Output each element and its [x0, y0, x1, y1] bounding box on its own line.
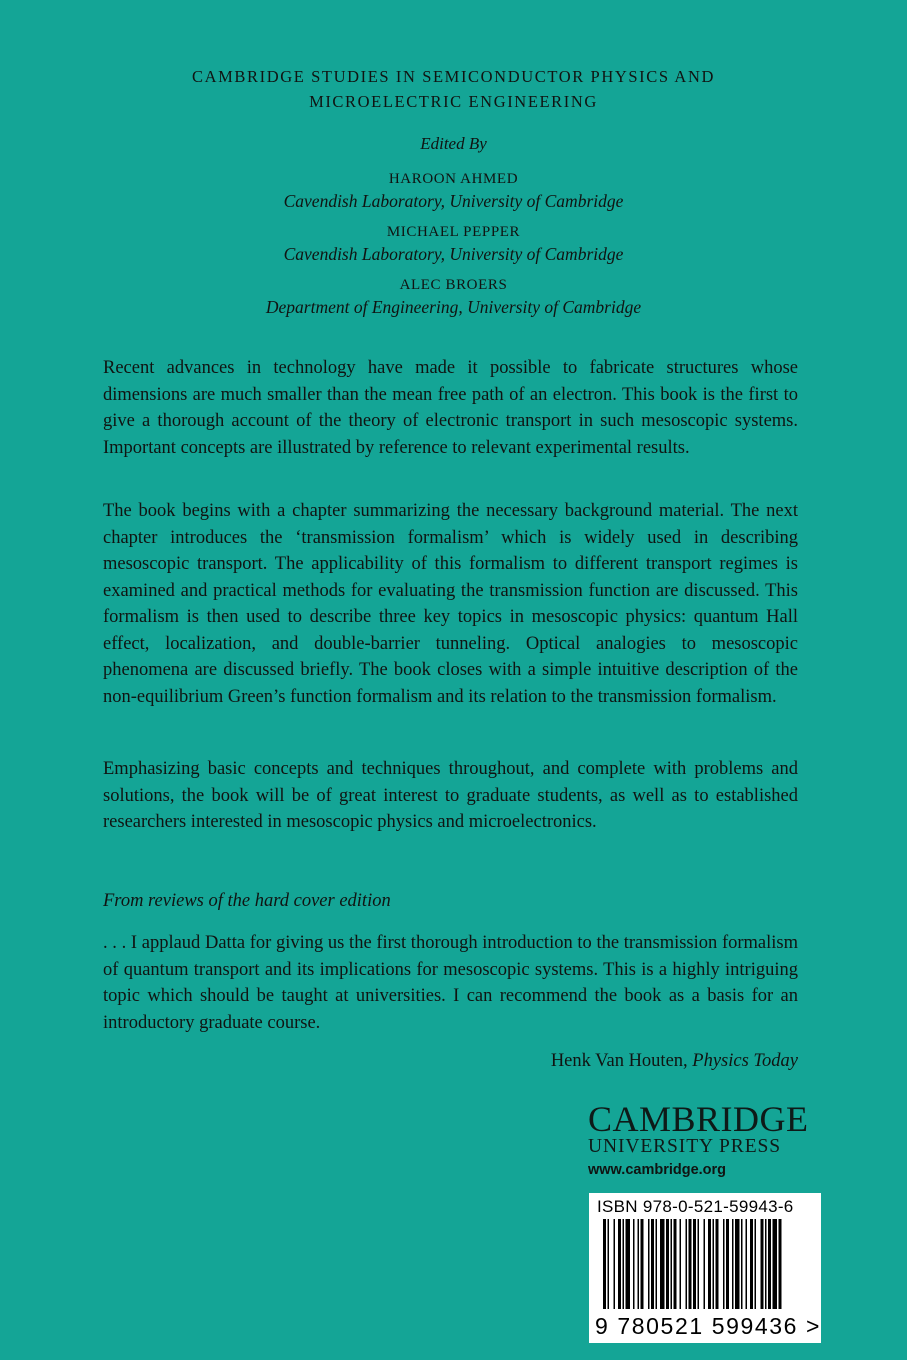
publisher-logo-line2: UNIVERSITY PRESS [588, 1136, 781, 1157]
barcode-bar [603, 1219, 606, 1309]
description-paragraph-2: The book begins with a chapter summarizing the necessary background material. The next chapter introduces the ‘transmission formalism’ which is widely used in describing mesoscopic transport. The applicability of this formalism to different transport regimes is examined and practical methods for evaluating the transmission function are discussed. This formalism is then used to describe three key topics in mesoscopic physics: quantum Hall effect, localization, and double-barrier tunneling. Optical analogies to mesoscopic phenomena are discussed briefly. The book closes with a simple intuitive description of the non-equilibrium Green’s function formalism and its relation to the transmission formalism. [103, 501, 798, 707]
barcode-bar [773, 1219, 778, 1309]
series-title-line2: MICROELECTRIC ENGINEERING [309, 92, 598, 111]
editors-list [0, 168, 907, 327]
barcode-bars [593, 1219, 817, 1313]
barcode-bar [726, 1219, 729, 1309]
barcode-bar [660, 1219, 665, 1309]
publisher-logo [588, 1099, 818, 1178]
barcode-bar [761, 1219, 764, 1309]
barcode-bar [708, 1219, 711, 1309]
description-paragraph-1: Recent advances in technology have made it possible to fabricate structures whose dimensions are much smaller than the mean free path of an electron. This book is the first to give a thorough account of the theory of electronic transport in such mesoscopic systems. Important concepts are illustrated by reference to relevant experimental results. [103, 358, 798, 458]
editor-name: HAROON AHMED [388, 171, 519, 187]
barcode-bar [626, 1219, 631, 1309]
review-source: Physics Today [692, 1051, 798, 1071]
barcode-bar [713, 1219, 715, 1309]
barcode-bar [608, 1219, 610, 1309]
publisher-logo-line1: CAMBRIDGE [588, 1099, 809, 1139]
barcode-bar [671, 1219, 673, 1309]
barcode-bar [648, 1219, 650, 1309]
editor-entry [0, 274, 907, 318]
barcode-bar [651, 1219, 654, 1309]
barcode-bar [641, 1219, 644, 1309]
barcode-box [589, 1193, 821, 1343]
editor-affiliation: Department of Engineering, University of Cambridge [265, 297, 642, 317]
reviews-heading: From reviews of the hard cover edition [103, 891, 391, 911]
barcode-bar [693, 1219, 696, 1309]
reviewer-name: Henk Van Houten, [550, 1051, 688, 1071]
editor-name: ALEC BROERS [399, 277, 508, 293]
barcode-bar [686, 1219, 688, 1309]
series-title-line1: CAMBRIDGE STUDIES IN SEMICONDUCTOR PHYSICS AND [192, 67, 715, 86]
editor-affiliation: Cavendish Laboratory, University of Cambridge [283, 244, 624, 264]
barcode-bar [746, 1219, 748, 1309]
barcode-bar [680, 1219, 682, 1309]
barcode-digits: 9 780521 599436 > [595, 1313, 822, 1339]
barcode-bar [689, 1219, 692, 1309]
series-title [0, 64, 907, 114]
barcode-bar [755, 1219, 757, 1309]
barcode-bar [768, 1219, 771, 1309]
barcode-bar [656, 1219, 658, 1309]
barcode-bar [633, 1219, 635, 1309]
barcode-bar [750, 1219, 753, 1309]
barcode-bar [704, 1219, 706, 1309]
barcode-bar [765, 1219, 767, 1309]
barcode-bar [723, 1219, 725, 1309]
barcode-bar [674, 1219, 677, 1309]
barcode-bar [732, 1219, 734, 1309]
barcode-bar [638, 1219, 640, 1309]
barcode-bar [741, 1219, 743, 1309]
barcode-bar [623, 1219, 625, 1309]
description-paragraph-3: Emphasizing basic concepts and techniques throughout, and complete with problems and solutions, the book will be of great interest to graduate students, as well as to established researchers interested in mesoscopic physics and microelectronics. [103, 759, 798, 832]
review-attribution [551, 1048, 798, 1074]
barcode-bar [614, 1219, 616, 1309]
barcode-bar [698, 1219, 700, 1309]
isbn-label: ISBN 978-0-521-59943-6 [597, 1197, 794, 1216]
editor-entry [0, 168, 907, 212]
edited-by-label: Edited By [420, 134, 487, 153]
editor-entry [0, 221, 907, 265]
barcode-bar [666, 1219, 669, 1309]
barcode-bar [735, 1219, 740, 1309]
editor-affiliation: Cavendish Laboratory, University of Cambridge [283, 191, 624, 211]
publisher-url: www.cambridge.org [588, 1162, 727, 1178]
barcode-bar [618, 1219, 621, 1309]
barcode-bar [716, 1219, 719, 1309]
editor-name: MICHAEL PEPPER [386, 224, 521, 240]
barcode-bar [779, 1219, 782, 1309]
review-quote: . . . I applaud Datta for giving us the first thorough introduction to the transmission formalism of quantum transport and its implications for mesoscopic systems. This is a highly intriguing topic which should be taught at universities. I can recommend the book as a basis for an introductory graduate course. [103, 933, 798, 1033]
